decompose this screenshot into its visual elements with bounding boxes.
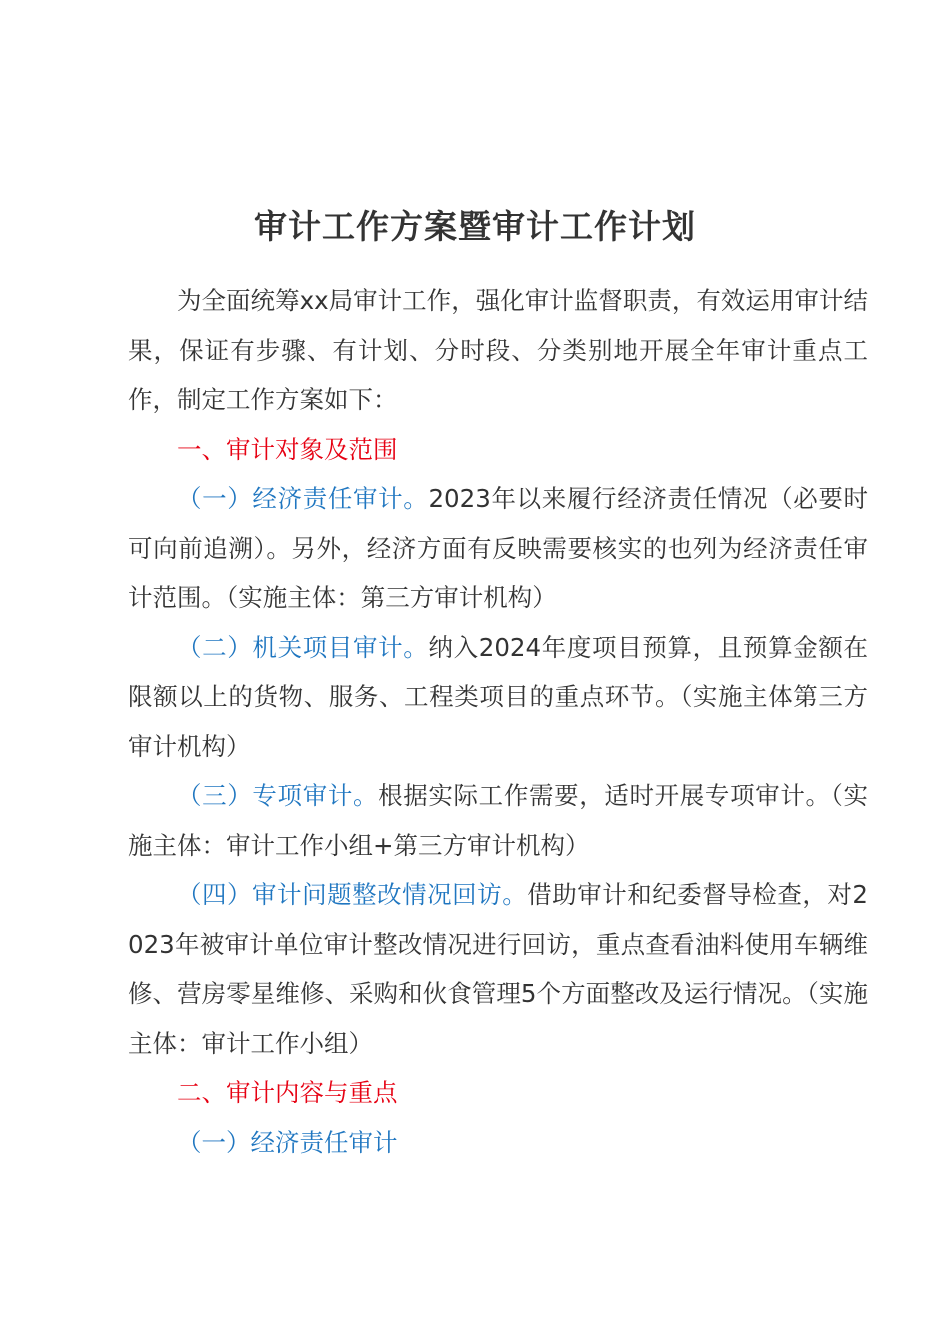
section-1-item-3-label: （三）专项审计。 [177,781,379,810]
section-1-item-2 [128,623,868,772]
section-1-heading: 一、审计对象及范围 [177,434,398,464]
intro-paragraph: 为全面统筹xx局审计工作，强化审计监督职责，有效运用审计结果，保证有步骤、有计划、分时段、分类别地开展全年审计重点工作，制定工作方案如下： [128,286,868,414]
section-1-item-4 [128,870,868,1068]
document-body [128,276,868,1167]
document-title: 审计工作方案暨审计工作计划 [254,207,696,246]
section-1-item-1-label: （一）经济责任审计。 [177,484,429,513]
section-1-item-3 [128,771,868,870]
section-1-item-3-text: 根据实际工作需要，适时开展专项审计。（实施主体：审计工作小组+第三方审计机构） [128,781,869,860]
section-1-item-1-text: 2023年以来履行经济责任情况（必要时可向前追溯）。另外，经济方面有反映需要核实的也列为经济责任审计范围。（实施主体：第三方审计机构） [128,484,869,612]
section-2-heading: 二、审计内容与重点 [177,1078,398,1107]
section-1-item-4-text: 借助审计和纪委督导检查，对2023年被审计单位审计整改情况进行回访，重点查看油料使用车辆维修、营房零星维修、采购和伙食管理5个方面整改及运行情况。（实施主体：审计工作小组） [128,880,869,1058]
section-1-item-1 [128,474,868,623]
section-1-item-4-label: （四）审计问题整改情况回访。 [177,880,528,909]
section-1-item-2-label: （二）机关项目审计。 [177,632,429,662]
section-2-item-1: （一）经济责任审计 [177,1127,398,1157]
section-1-item-2-text: 纳入2024年度项目预算，且预算金额在限额以上的货物、服务、工程类项目的重点环节。（实施主体第三方审计机构） [128,632,869,761]
